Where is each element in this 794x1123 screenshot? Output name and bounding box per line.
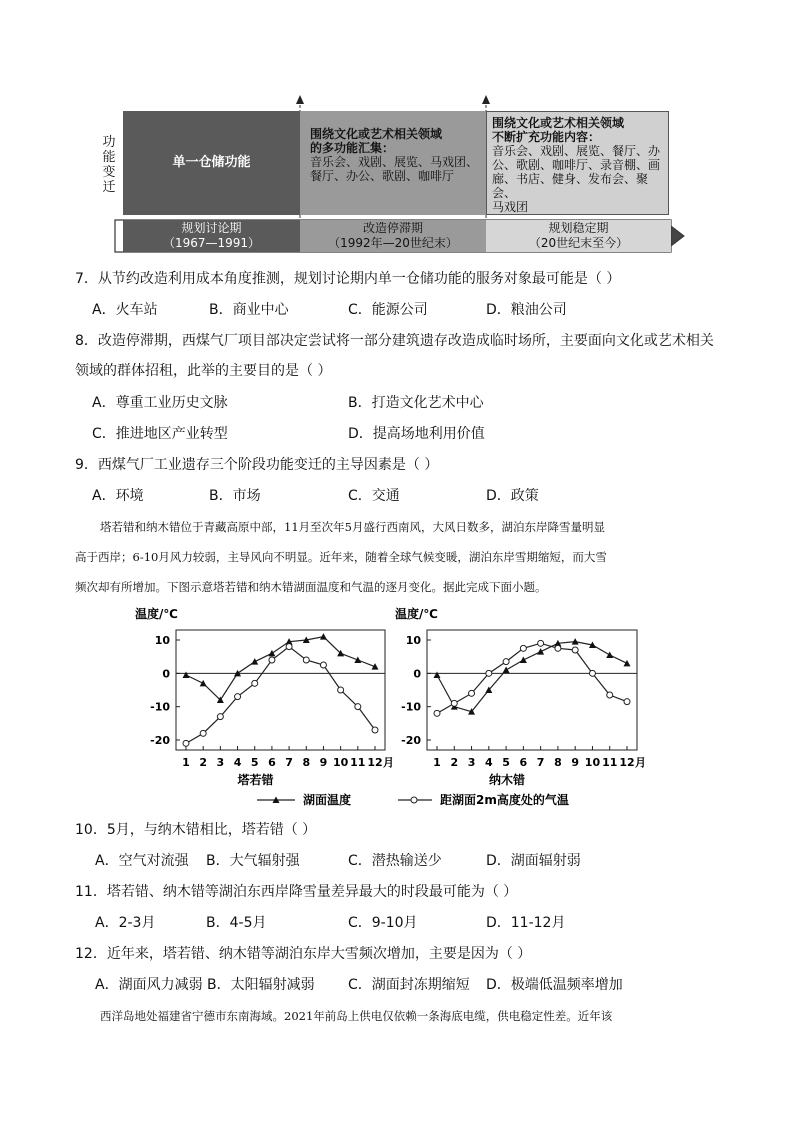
chart2-point-air-temp	[589, 670, 595, 676]
chart2-point-lake-surface	[503, 667, 510, 674]
stage2-title-line1: 围绕文化或艺术相关领域	[310, 127, 443, 141]
chart2-xtick-label: 1	[433, 756, 441, 769]
period-discussion	[123, 220, 300, 252]
q12-option-c[interactable]: C．湖面封冻期缩短	[348, 977, 470, 993]
chart2-series-line-2	[437, 643, 627, 713]
passage-line2: 高于西岸；6-10月风力较弱，主导风向不明显。近年来，随着全球气候变暖，湖泊东岸雪期缩短，而大雪	[75, 550, 607, 564]
chart1-point-lake-surface	[251, 658, 258, 665]
chart1-xtick-label: 9	[319, 756, 328, 769]
chart1-point-air-temp	[303, 657, 309, 663]
question-8-stem-line2: 领域的群体招租，此举的主要目的是（ ）	[75, 363, 332, 379]
chart1-xtick-label: 8	[302, 756, 311, 769]
stage3-title-line1: 围绕文化或艺术相关领域	[492, 116, 625, 130]
q9-option-c[interactable]: C．交通	[348, 488, 400, 504]
legend-marker-circle	[411, 797, 417, 803]
chart1-point-air-temp	[269, 657, 275, 663]
q10-option-a[interactable]: A．空气对流强	[95, 853, 189, 869]
chart2-xtick-label: 2	[450, 756, 459, 769]
q10-option-b[interactable]: B．大气辐射强	[206, 853, 300, 869]
period1-years: （1967—1991）	[162, 236, 261, 250]
chart1-point-air-temp	[183, 740, 189, 746]
passage2-line1: 西洋岛地处福建省宁德市东南海域。2021年前岛上供电仅依赖一条海底电缆，供电稳定性差。近年该	[100, 1009, 613, 1023]
chart2-point-air-temp	[451, 700, 457, 706]
q11-option-c[interactable]: C．9-10月	[348, 915, 418, 931]
stage-expanding-function	[486, 111, 669, 215]
period1-name: 规划讨论期	[181, 221, 242, 235]
chart2-ylabel: 温度/℃	[395, 607, 438, 621]
chart1-xtick-label: 10	[332, 756, 349, 769]
chart1-point-air-temp	[200, 730, 206, 736]
chart2-point-air-temp	[555, 645, 561, 651]
stage1-title: 单一仓储功能	[172, 155, 251, 170]
chart1-xtick-label: 11	[350, 756, 366, 769]
chart2-point-air-temp	[624, 699, 630, 705]
q7-option-c[interactable]: C．能源公司	[348, 302, 428, 318]
q9-option-d[interactable]: D．政策	[486, 488, 539, 504]
q7-option-d[interactable]: D．粮油公司	[486, 302, 567, 318]
question-9-stem: 9．西煤气厂工业遗存三个阶段功能变迁的主导因素是（ ）	[75, 457, 439, 473]
chart2-xtick-label: 9	[571, 756, 580, 769]
chart2-point-air-temp	[434, 710, 440, 716]
passage-line3: 频次却有所增加。下图示意塔若错和纳木错湖面温度和气温的逐月变化。据此完成下面小题。	[75, 580, 547, 594]
chart2-point-air-temp	[486, 670, 492, 676]
chart2-xtick-label: 10	[584, 756, 601, 769]
legend-label-air-temp: 距湖面2m高度处的气温	[440, 793, 569, 807]
chart1-point-air-temp	[286, 644, 292, 650]
chart2-point-air-temp	[520, 645, 526, 651]
q7-option-b[interactable]: B．商业中心	[209, 302, 289, 318]
chart1-ylabel: 温度/℃	[135, 607, 178, 621]
period-stagnation	[300, 220, 486, 252]
period2-years: （1992年—20世纪末）	[328, 236, 458, 250]
period3-name: 规划稳定期	[548, 221, 609, 235]
chart2-point-air-temp	[469, 690, 475, 696]
chart2-ytick-label: -10	[401, 700, 421, 714]
chart2-ytick-label: -20	[401, 734, 421, 747]
passage-line1: 塔若错和纳木错位于青藏高原中部，11月至次年5月盛行西南风，大风日数多，湖泊东岸降雪量明显	[100, 520, 605, 534]
chart1-point-air-temp	[320, 662, 326, 668]
chart2-title: 纳木错	[488, 773, 526, 787]
temperature-charts	[0, 600, 794, 815]
chart1-point-lake-surface	[200, 680, 207, 687]
chart2-xtick-label: 4	[484, 756, 493, 769]
q8-option-b[interactable]: B．打造文化艺术中心	[348, 395, 484, 411]
chart1-xtick-label: 12	[367, 756, 383, 769]
period-stable	[486, 220, 671, 252]
chart1-xtick-label: 2	[199, 756, 208, 769]
stage2-line2: 餐厅、办公、歌剧、咖啡厅	[310, 169, 455, 183]
chart1-xunit: 月	[383, 756, 394, 769]
chart1-xtick-label: 6	[268, 756, 276, 769]
chart2-xtick-label: 12	[619, 756, 635, 769]
chart2-xunit: 月	[635, 756, 646, 769]
q10-option-d[interactable]: D．湖面辐射弱	[486, 853, 581, 869]
chart2-point-lake-surface	[606, 652, 613, 659]
stage3-line4: 马戏团	[492, 200, 529, 214]
axis-label-function-change: 功能变迁	[102, 135, 116, 195]
q10-option-c[interactable]: C．潜热输送少	[348, 853, 442, 869]
chart2-xtick-label: 3	[467, 756, 476, 769]
chart2-point-air-temp	[607, 692, 613, 698]
q8-option-a[interactable]: A．尊重工业历史文脉	[92, 395, 228, 411]
chart2-ytick-label: 0	[413, 667, 421, 681]
q12-option-d[interactable]: D．极端低温频率增加	[486, 977, 623, 993]
chart2-point-air-temp	[503, 659, 509, 665]
stage3-title-line2: 不断扩充功能内容：	[492, 130, 601, 144]
chart1-point-lake-surface	[320, 633, 327, 640]
stage2-title-line2: 的多功能汇集：	[310, 141, 395, 155]
chart2-point-air-temp	[572, 647, 578, 653]
chart1-series-line-1	[186, 637, 375, 700]
q8-option-d[interactable]: D．提高场地利用价值	[348, 426, 485, 442]
q11-option-a[interactable]: A．2-3月	[95, 915, 156, 931]
chart1-xtick-label: 5	[250, 756, 259, 769]
chart1-xtick-label: 4	[233, 756, 242, 769]
legend-label-lake-surface: 湖面温度	[303, 793, 352, 807]
chart1-point-air-temp	[372, 727, 378, 733]
chart1-xtick-label: 3	[216, 756, 225, 769]
period2-name: 改造停滞期	[362, 221, 423, 235]
chart1-xtick-label: 1	[182, 756, 190, 769]
chart1-point-air-temp	[235, 694, 241, 700]
q11-option-d[interactable]: D．11-12月	[486, 915, 566, 931]
chart2-xtick-label: 7	[536, 756, 545, 769]
chart2-point-lake-surface	[434, 672, 441, 679]
chart1-point-lake-surface	[372, 663, 379, 670]
chart2-xtick-label: 8	[554, 756, 562, 769]
chart2-xtick-label: 5	[502, 756, 510, 769]
chart2-point-lake-surface	[537, 648, 544, 655]
stage-single-storage	[123, 111, 300, 215]
chart1-ytick-label: 0	[162, 667, 170, 681]
chart1-point-air-temp	[338, 687, 344, 693]
chart2-xtick-label: 11	[602, 756, 618, 769]
chart1-point-lake-surface	[354, 657, 361, 664]
q12-option-ab[interactable]: A．湖面风力减弱 B．太阳辐射减弱	[95, 977, 315, 993]
chart1-point-air-temp	[252, 680, 258, 686]
stage-multi-function	[300, 111, 486, 215]
chart1-point-lake-surface	[268, 650, 275, 657]
question-7-stem: 7．从节约改造利用成本角度推测，规划讨论期内单一仓储功能的服务对象最可能是（ ）	[75, 271, 621, 287]
period3-years: （20世纪末至今）	[528, 236, 629, 250]
stage3-line1: 音乐会、戏剧、展览、餐厅、办	[492, 144, 661, 158]
stage2-line1: 音乐会、戏剧、展览、马戏团、	[310, 155, 479, 169]
chart1-ytick-label: -10	[150, 700, 170, 714]
chart2-point-lake-surface	[624, 660, 631, 667]
question-11-stem: 11．塔若错、纳木错等湖泊东西岸降雪量差异最大的时段最可能为（ ）	[75, 884, 518, 900]
chart1-xtick-label: 7	[285, 756, 293, 769]
question-10-stem: 10．5月，与纳木错相比，塔若错（ ）	[75, 822, 317, 838]
stage3-line3: 廊、书店、健身、发布会、聚会、	[492, 172, 649, 200]
chart1-point-air-temp	[355, 704, 361, 710]
question-8-stem-line1: 8．改造停滞期，西煤气厂项目部决定尝试将一部分建筑遗存改造成临时场所，主要面向文化或艺术相关	[75, 333, 714, 349]
q8-option-c[interactable]: C．推进地区产业转型	[92, 426, 228, 442]
chart2-point-air-temp	[538, 640, 544, 646]
chart2-xtick-label: 6	[519, 756, 528, 769]
chart2-point-lake-surface	[520, 657, 527, 664]
chart1-title: 塔若错	[237, 773, 274, 787]
q7-option-a[interactable]: A．火车站	[92, 302, 158, 318]
chart2-series-line-1	[437, 642, 627, 712]
chart1-ytick-label: -20	[150, 734, 170, 747]
chart1-point-lake-surface	[183, 672, 190, 679]
chart2-ytick-label: 10	[405, 634, 421, 647]
q9-option-b[interactable]: B．市场	[209, 488, 261, 504]
q11-option-b[interactable]: B．4-5月	[206, 915, 267, 931]
chart1-ytick-label: 10	[154, 634, 170, 647]
question-12-stem: 12．近年来，塔若错、纳木错等湖泊东岸大雪频次增加，主要是因为（ ）	[75, 946, 532, 962]
stage3-line2: 公、歌剧、咖啡厅、录音棚、画	[492, 158, 661, 172]
q9-option-a[interactable]: A．环境	[92, 488, 144, 504]
chart1-point-air-temp	[217, 714, 223, 720]
